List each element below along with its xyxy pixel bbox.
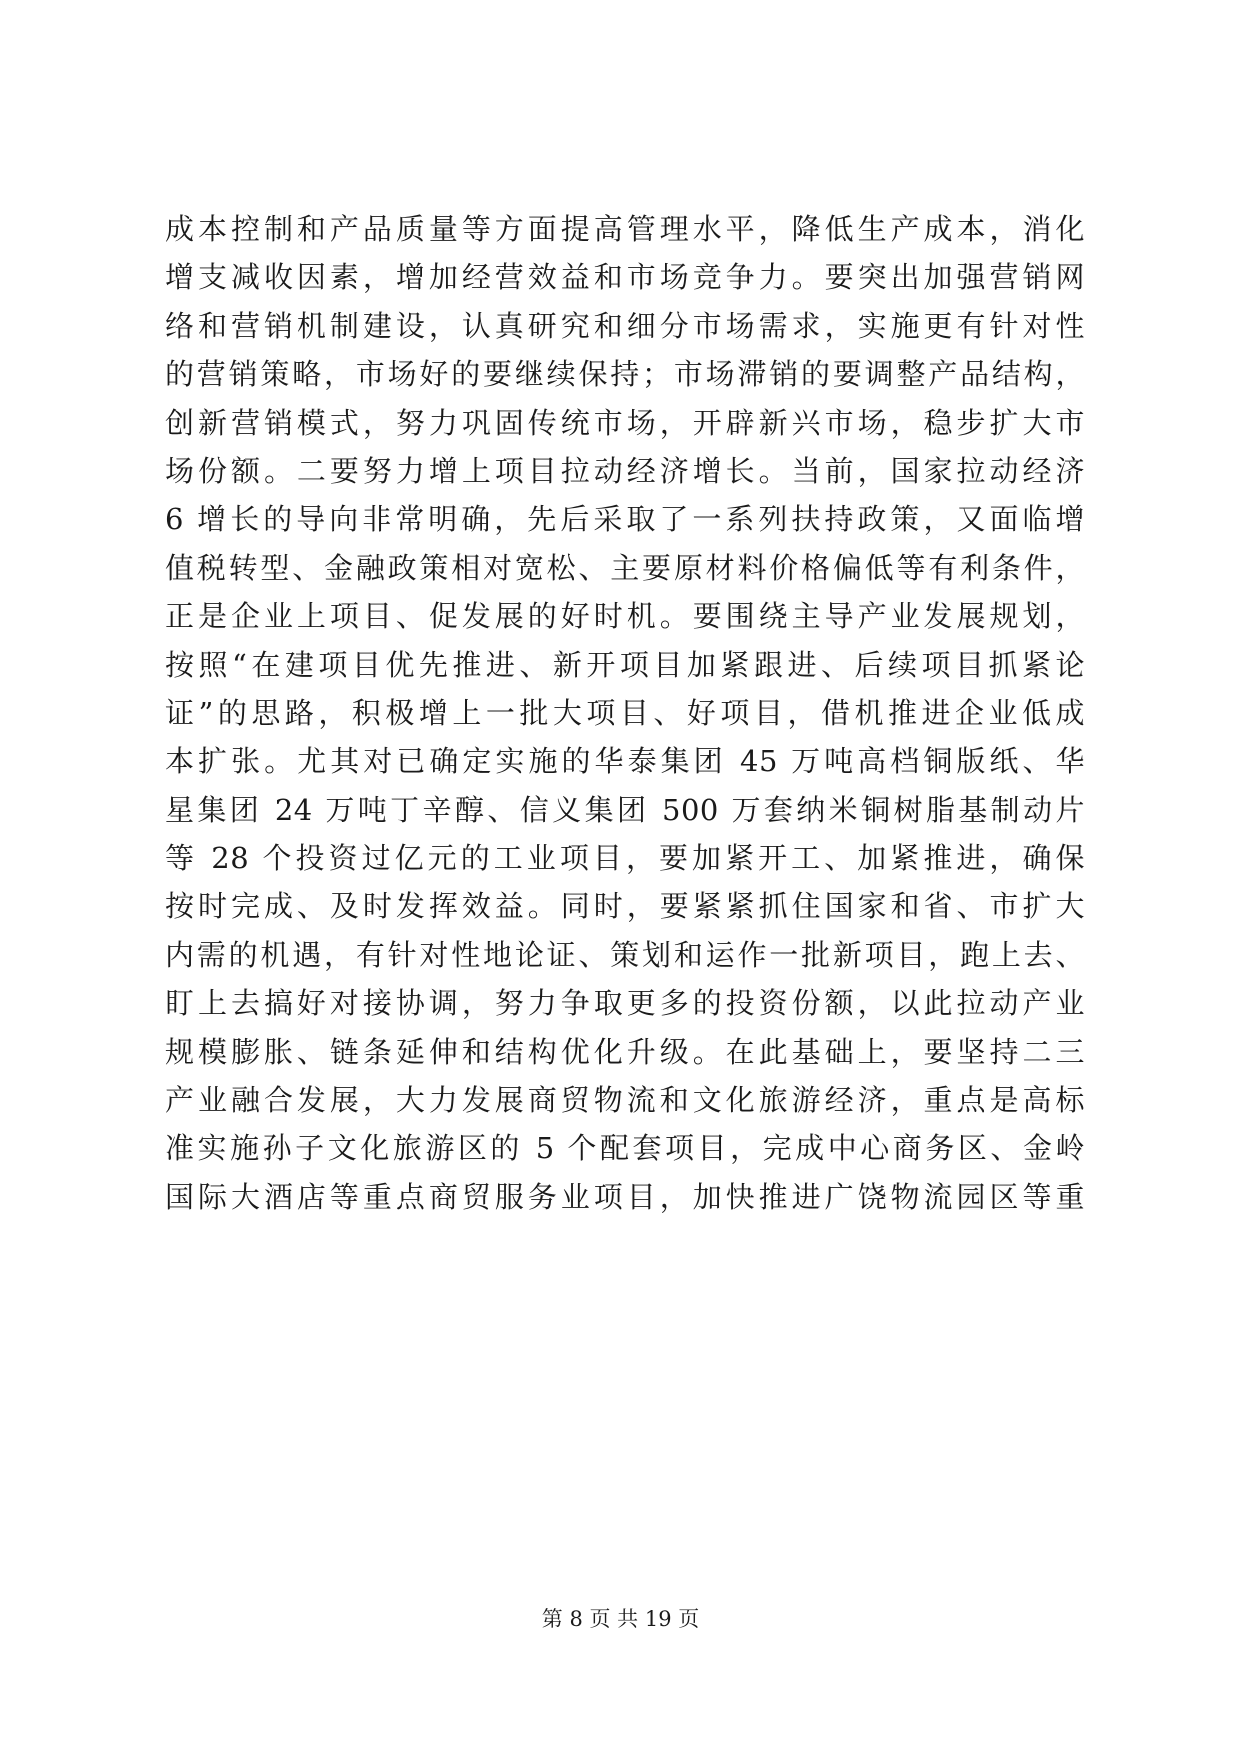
- text-line: 按时完成、及时发挥效益。同时，要紧紧抓住国家和省、市扩大: [165, 889, 1085, 924]
- text-line: 等 28 个投资过亿元的工业项目，要加紧开工、加紧推进，确保: [165, 841, 1085, 876]
- text-line: 准实施孙子文化旅游区的 5 个配套项目，完成中心商务区、金岭: [165, 1131, 1085, 1166]
- text-line: 规模膨胀、链条延伸和结构优化升级。在此基础上，要坚持二三: [165, 1034, 1085, 1069]
- text-line: 场份额。二要努力增上项目拉动经济增长。当前，国家拉动经济: [165, 453, 1085, 488]
- text-line: 络和营销机制建设，认真研究和细分市场需求，实施更有针对性: [165, 308, 1085, 343]
- text-line: 成本控制和产品质量等方面提高管理水平，降低生产成本，消化: [165, 212, 1085, 246]
- text-line: 盯上去搞好对接协调，努力争取更多的投资份额，以此拉动产业: [165, 986, 1085, 1021]
- text-line: 按照“在建项目优先推进、新开项目加紧跟进、后续项目抓紧论: [165, 647, 1085, 682]
- body-text: [165, 205, 1085, 1221]
- text-line: 国际大酒店等重点商贸服务业项目，加快推进广饶物流园区等重: [165, 1179, 1085, 1214]
- text-line: 正是企业上项目、促发展的好时机。要围绕主导产业发展规划，: [165, 599, 1085, 634]
- text-line: 内需的机遇，有针对性地论证、策划和运作一批新项目，跑上去、: [165, 937, 1085, 972]
- text-line: 的营销策略，市场好的要继续保持；市场滞销的要调整产品结构，: [165, 357, 1085, 392]
- text-line: 本扩张。尤其对已确定实施的华泰集团 45 万吨高档铜版纸、华: [165, 744, 1085, 779]
- text-line: 6 增长的导向非常明确，先后采取了一系列扶持政策，又面临增: [165, 502, 1085, 537]
- text-line: 产业融合发展，大力发展商贸物流和文化旅游经济，重点是高标: [165, 1083, 1085, 1118]
- text-line: 证”的思路，积极增上一批大项目、好项目，借机推进企业低成: [165, 695, 1085, 730]
- text-line: 星集团 24 万吨丁辛醇、信义集团 500 万套纳米铜树脂基制动片: [165, 792, 1085, 827]
- page-number-footer: 第 8 页 共 19 页: [541, 1607, 700, 1631]
- text-line: 值税转型、金融政策相对宽松、主要原材料价格偏低等有利条件，: [165, 550, 1085, 585]
- text-line: 增支减收因素，增加经营效益和市场竞争力。要突出加强营销网: [165, 260, 1085, 295]
- text-line: 创新营销模式，努力巩固传统市场，开辟新兴市场，稳步扩大市: [165, 405, 1085, 440]
